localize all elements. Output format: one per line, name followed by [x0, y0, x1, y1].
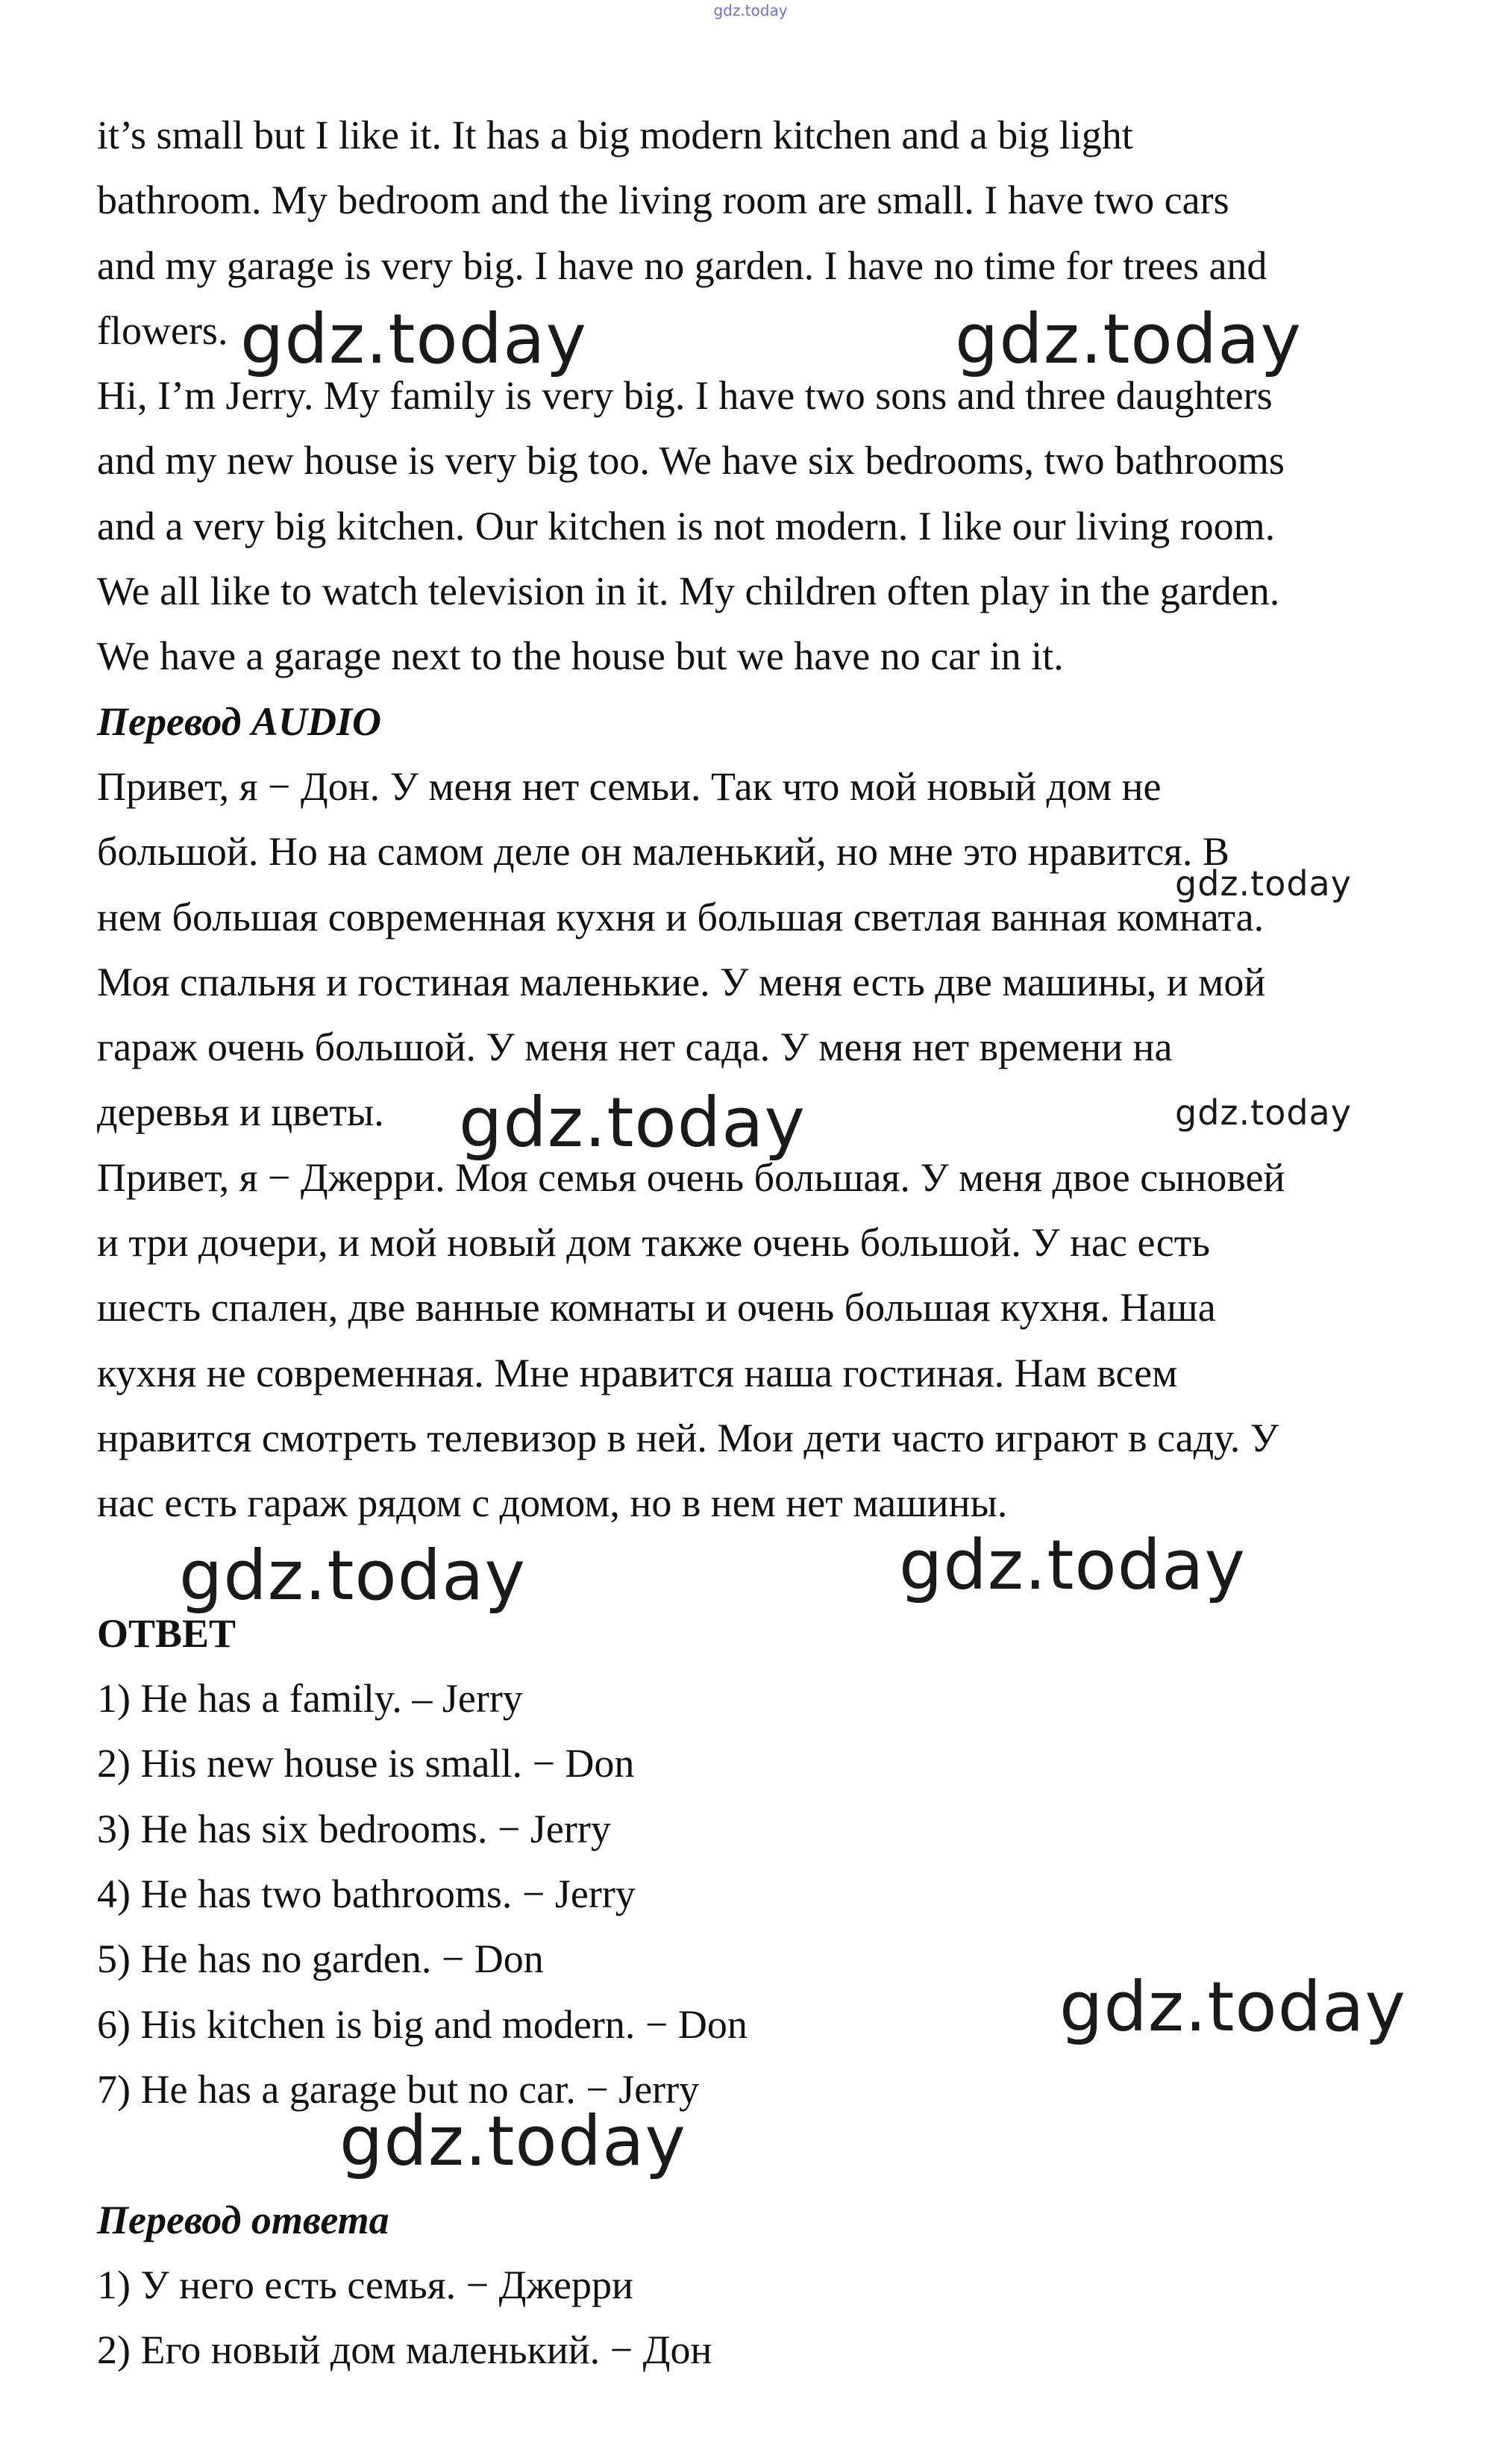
watermark: gdz.today [1059, 1967, 1406, 2047]
text-line: and a very big kitchen. Our kitchen is not modern. I like our living room. [97, 503, 1276, 548]
text-line: шесть спален, две ванные комнаты и очень большая кухня. Наша [97, 1285, 1216, 1331]
text-line: Hi, I’m Jerry. My family is very big. I have two sons and three daughters [97, 373, 1273, 419]
section-heading-audio-translation: Перевод AUDIO [97, 698, 381, 744]
text-line: большой. Но на самом деле он маленький, но мне это нравится. В [97, 829, 1229, 875]
text-line: bathroom. My bedroom and the living room are small. I have two cars [97, 178, 1229, 223]
text-line: Моя спальня и гостиная маленькие. У меня есть две машины, и мой [97, 959, 1266, 1004]
answer-item: 1) He has a family. – Jerry [97, 1676, 523, 1722]
text-line: We have a garage next to the house but we have no car in it. [97, 634, 1064, 679]
text-line: flowers. [97, 307, 228, 353]
text-line: and my new house is very big too. We have six bedrooms, two bathrooms [97, 438, 1285, 484]
watermark: gdz.today [899, 1525, 1246, 1605]
answer-item: 7) He has a garage but no car. − Jerry [97, 2066, 700, 2112]
text-line: нем большая современная кухня и большая светлая ванная комната. [97, 894, 1265, 939]
text-line: Привет, я − Джерри. Моя семья очень большая. У меня двое сыновей [97, 1154, 1285, 1200]
section-heading-answer: ОТВЕТ [97, 1610, 236, 1656]
blank-line [97, 2122, 1425, 2187]
text-line: и три дочери, и мой новый дом также очень большой. У нас есть [97, 1220, 1210, 1266]
text-line: нас есть гараж рядом с домом, но в нем нет машины. [97, 1480, 1008, 1526]
text-line: Привет, я − Дон. У меня нет семьи. Так что мой новый дом не [97, 763, 1162, 809]
text-line: and my garage is very big. I have no garden. I have no time for trees and [97, 243, 1267, 288]
top-watermark: gdz.today [713, 1, 788, 19]
answer-item: 2) His new house is small. − Don [97, 1741, 635, 1786]
text-line: кухня не современная. Мне нравится наша гостиная. Нам всем [97, 1350, 1178, 1395]
answer-item: 6) His kitchen is big and modern. − Don [97, 2001, 748, 2047]
watermark: gdz.today [1175, 1092, 1352, 1133]
answer-item: 3) He has six bedrooms. − Jerry [97, 1806, 611, 1851]
watermark: gdz.today [240, 299, 587, 379]
answer-item: 4) He has two bathrooms. − Jerry [97, 1872, 636, 1917]
watermark: gdz.today [955, 299, 1302, 379]
text-line: деревья и цветы. [97, 1089, 384, 1135]
answer-translation-item: 1) У него есть семья. − Джерри [97, 2262, 633, 2307]
answer-translation-item: 2) Его новый дом маленький. − Дон [97, 2327, 712, 2373]
text-line: гараж очень большой. У меня нет сада. У меня нет времени на [97, 1025, 1173, 1070]
text-line: нравится смотреть телевизор в ней. Мои дети часто играют в саду. У [97, 1415, 1279, 1460]
section-heading-answer-translation: Перевод ответа [97, 2197, 389, 2242]
watermark: gdz.today [339, 2101, 686, 2181]
watermark: gdz.today [459, 1083, 806, 1163]
watermark: gdz.today [1175, 863, 1352, 904]
answer-item: 5) He has no garden. − Don [97, 1936, 544, 1982]
watermark: gdz.today [179, 1536, 526, 1616]
text-line: it’s small but I like it. It has a big modern kitchen and a big light [97, 113, 1133, 157]
text-line: We all like to watch television in it. My children often play in the garden. [97, 569, 1280, 614]
